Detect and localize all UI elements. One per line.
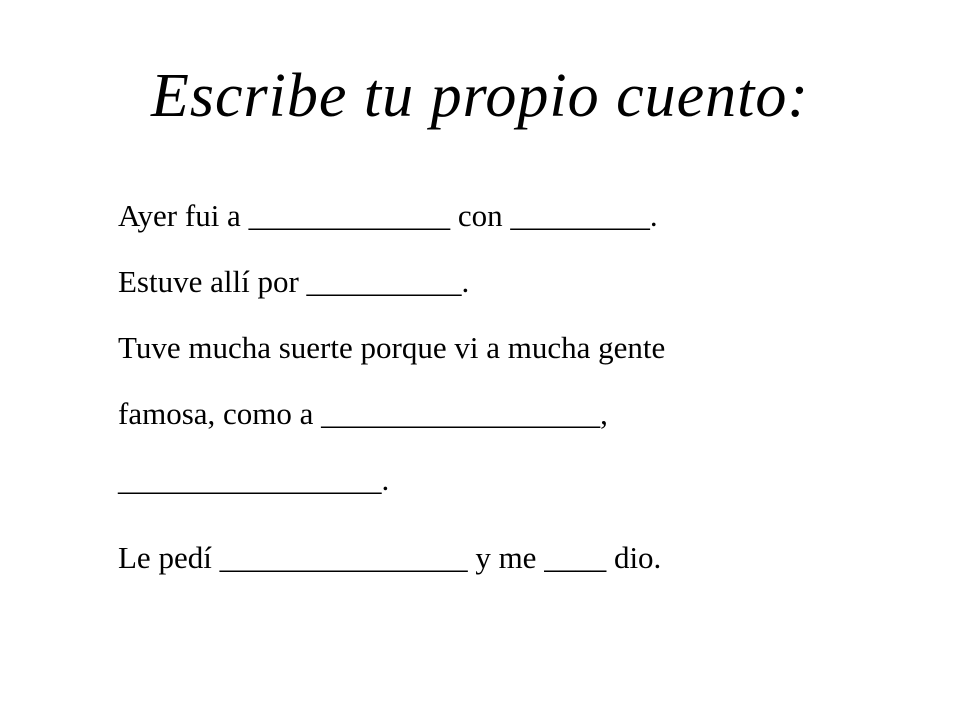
slide-title: Escribe tu propio cuento: [150,62,810,130]
story-line-1: Ayer fui a _____________ con _________. [118,198,658,233]
story-line-4: famosa, como a __________________, [118,396,608,431]
story-line-2: Estuve allí por __________. [118,264,470,299]
story-line-6: Le pedí ________________ y me ____ dio. [118,540,662,575]
story-line-5: _________________. [118,462,390,497]
story-line-3: Tuve mucha suerte porque vi a mucha gente [118,330,666,365]
